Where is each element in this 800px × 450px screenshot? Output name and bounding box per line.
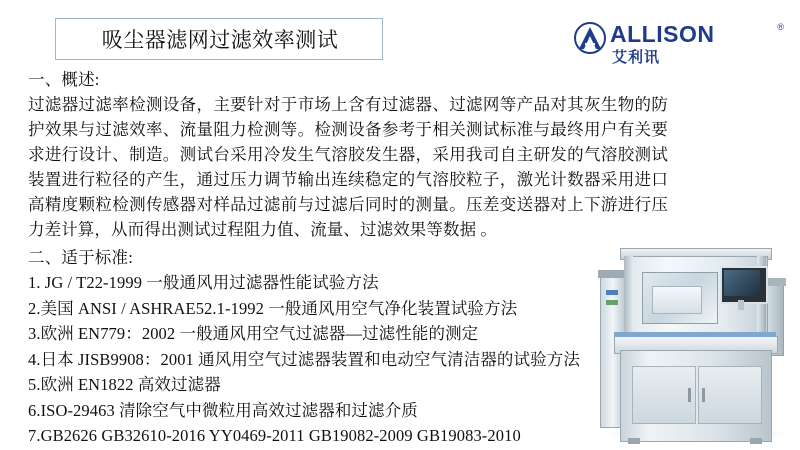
- list-item: 6.ISO-29463 清除空气中微粒用高效过滤器和过滤介质: [28, 400, 418, 420]
- machine-tower-cap: [598, 270, 626, 278]
- list-item: 3.欧洲 EN779：2002 一般通风用空气过滤器—过滤性能的测定: [28, 324, 479, 343]
- list-item: 4.日本 JISB9908：2001 通风用空气过滤器装置和电动空气清洁器的试验方法: [28, 349, 580, 369]
- brand-name-cn: 艾利讯: [612, 50, 661, 66]
- list-item: 5.欧洲 EN1822 高效过滤器: [28, 375, 221, 394]
- standards-list: [28, 270, 668, 449]
- machine-frame-post: [624, 256, 633, 338]
- machine-door-handle: [688, 388, 691, 402]
- machine-monitor-arm: [738, 300, 744, 310]
- machine-foot: [628, 438, 640, 444]
- page-title: 吸尘器滤网过滤效率测试: [101, 28, 339, 52]
- filtration-test-machine-photo: [596, 232, 800, 450]
- machine-cabinet-door: [632, 366, 696, 424]
- overview-heading: 一、概述:: [28, 70, 100, 89]
- machine-monitor-screen: [724, 270, 760, 296]
- machine-foot: [750, 438, 762, 444]
- machine-indicator-light: [606, 300, 618, 305]
- machine-cabinet-door: [698, 366, 762, 424]
- machine-door-handle: [702, 388, 705, 402]
- machine-sample-holder: [652, 286, 702, 314]
- document-content: [28, 66, 668, 449]
- standards-heading: 二、适于标准:: [28, 248, 133, 267]
- allison-logo-icon: [574, 22, 606, 54]
- machine-accent-strip: [614, 332, 776, 337]
- list-item: 1. JG / T22-1999 一般通风用过滤器性能试验方法: [28, 273, 379, 292]
- list-item: 2.美国 ANSI / ASHRAE52.1-1992 一般通风用空气净化装置试验方法: [28, 298, 518, 318]
- machine-indicator-light: [606, 290, 618, 295]
- page-title-box: [55, 18, 383, 60]
- brand-name: ALLISON: [610, 21, 715, 47]
- overview-paragraph: 过滤器过滤率检测设备，主要针对于市场上含有过滤器、过滤网等产品对其灰生物的防护效果与过滤效率、流量阻力检测等。检测设备参考于相关测试标准与最终用户有关要求进行设计、制造。测试台采用冷发生气溶胶发生器，采用我司自主研发的气溶胶测试装置进行粒径的产生，通过压力调节输出连续稳定的气溶胶粒子，激光计数器采用进口高精度颗粒检测传感器对样品过滤前与过滤后同时的测量。压差变送器对上下游进行压力差计算，从而得出测试过程阻力值、流量、过滤效果等数据 。: [28, 95, 668, 239]
- registered-mark: ®: [777, 22, 784, 32]
- brand-logo: [574, 20, 784, 66]
- list-item: 7.GB2626 GB32610-2016 YY0469-2011 GB19082-2009 GB19083-2010: [28, 426, 521, 445]
